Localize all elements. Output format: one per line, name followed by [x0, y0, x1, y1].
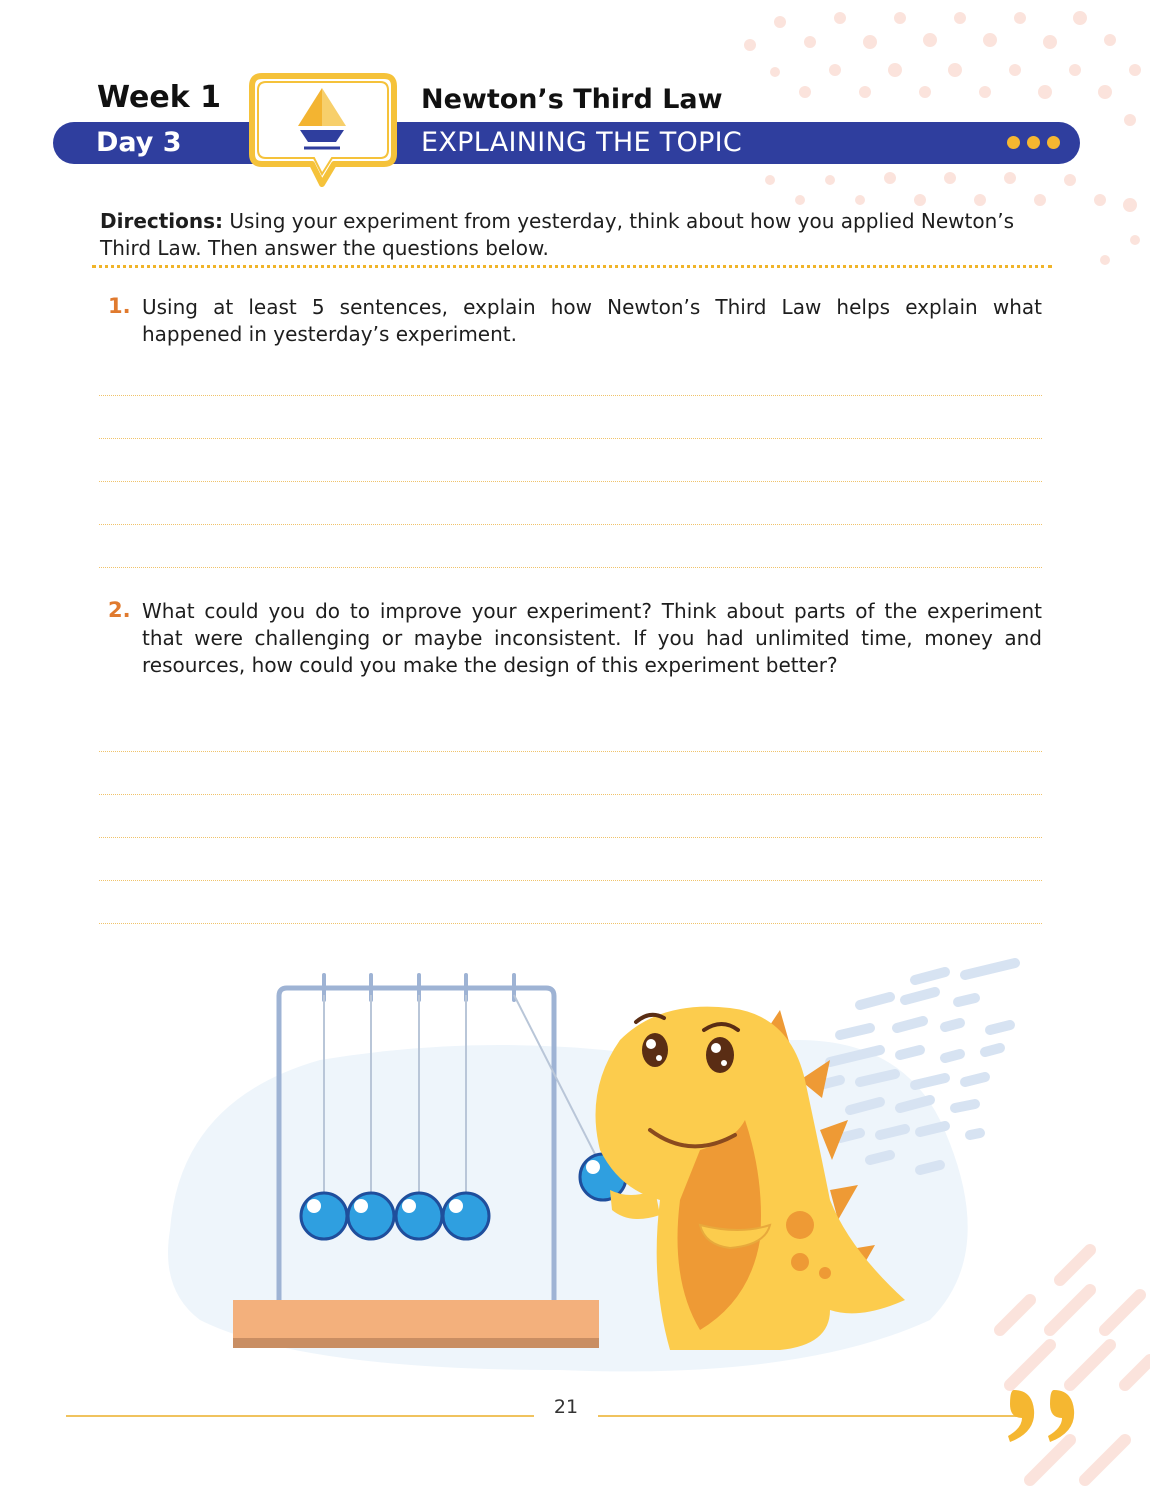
question-text: Using at least 5 sentences, explain how Newton’s Third Law helps explain what happened in yesterday’s experiment.	[142, 295, 1042, 346]
directions-label: Directions:	[100, 209, 224, 233]
answer-line[interactable]	[99, 794, 1042, 795]
answer-line[interactable]	[99, 837, 1042, 838]
topic-title: Newton’s Third Law	[421, 84, 723, 115]
question-text: What could you do to improve your experiment? Think about parts of the experiment that were challenging or maybe inconsistent. If you had unlimited time, money and resources, how could you make the design of this experiment better?	[142, 599, 1042, 677]
directions-text: Using your experiment from yesterday, think about how you applied Newton’s Third Law. Then answer the questions below.	[100, 209, 1015, 260]
question-number: 1.	[108, 294, 131, 318]
answer-line[interactable]	[99, 438, 1042, 439]
closing-quote-icon	[1006, 1388, 1082, 1444]
answer-line[interactable]	[99, 395, 1042, 396]
week-label: Week 1	[97, 80, 221, 115]
day-label: Day 3	[96, 127, 182, 158]
answer-area-1[interactable]	[99, 395, 1042, 568]
page-number: 21	[553, 1396, 579, 1418]
answer-line[interactable]	[99, 481, 1042, 482]
footer-line-right	[598, 1415, 1018, 1417]
answer-area-2[interactable]	[99, 751, 1042, 924]
three-dots-icon	[1007, 136, 1067, 150]
dinosaur-newtons-cradle-illustration	[150, 950, 1030, 1380]
question-1	[108, 294, 1042, 348]
footer-line-left	[66, 1415, 534, 1417]
answer-line[interactable]	[99, 923, 1042, 924]
sailboat-icon	[248, 68, 398, 192]
answer-line[interactable]	[99, 751, 1042, 752]
answer-line[interactable]	[99, 524, 1042, 525]
directions-divider	[92, 265, 1052, 268]
answer-line[interactable]	[99, 880, 1042, 881]
section-title: EXPLAINING THE TOPIC	[421, 127, 743, 158]
question-2	[108, 598, 1042, 679]
question-number: 2.	[108, 598, 131, 622]
answer-line[interactable]	[99, 567, 1042, 568]
directions	[100, 208, 1050, 262]
